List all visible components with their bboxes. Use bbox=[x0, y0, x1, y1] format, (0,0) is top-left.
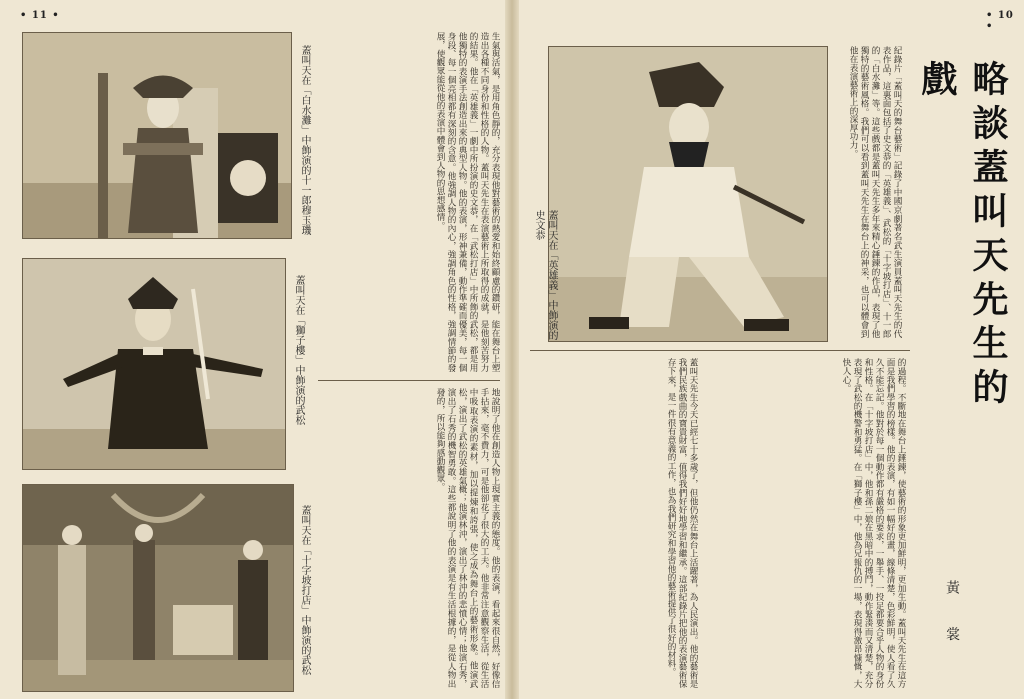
caption-lion-tower: 蓋叫天在「獅子樓」中飾演的武松 bbox=[293, 275, 304, 425]
right-intro-text: 紀錄片「蓋叫天的舞台藝術」記錄了中國京劇著名武生演員蓋叫天先生的代表作品，這裏面包括了史文恭的「英雄義」、武松的「十字坡打店」、十一郎的「白水灘」等。這些戲都是蓋叫天先生多年來精心錘鍊的作品，表現了他獨特的藝術風格。我們可以看到蓋叫天先生在舞台上的神采，也可以體會到他在表演藝術上的深厚功力。 bbox=[848, 46, 902, 338]
photo-cross-slope-inn bbox=[22, 484, 294, 692]
caption-hero-righteousness: 蓋叫天在「英雄義」中飾演的史文恭 bbox=[533, 210, 557, 340]
left-page-number: • 11 • bbox=[20, 10, 60, 21]
left-body-text-upper: 生氣與活氣，是用角色靜的，充分表現他對藝術的熱愛和始終顧慮的鑽研，能在舞台上塑造出各種不同身份和性格的人物。蓋叫天先生在表演藝術上所取得的成就，是他刻苦努力的結果。他在「英雄義」一劇中所扮演的史文恭，在「武松打店」中所飾的武松，都是用他獨特的表演手法創造出來的典型人物。他的表演，形神兼備，動作準確而優美，每一個身段、每一個亮相都有深刻的含意。他強調人物的內心，強調角色的性格，強調情節的發展，使觀眾能從他的表演中體會到人物的思想感情。 bbox=[435, 32, 500, 372]
left-body-text-lower: 地說明了他在創造人物上現實主義的態度。他的表演，看起來很自然，好像信手拈來，毫不費力，可是他卻花了很大的工夫。他非常注意觀察生活，從生活中吸取表演的素材，加以提煉和誇張，使之成為舞台上的藝術形象。他演武松，演出了武松的英雄氣概；他演林沖，演出了林沖的悲憤心情；他演石秀，演出了石秀的機智勇敢。這些都說明了他的表演是有生活根據的，是從人物出發的，所以能夠感動觀眾。 bbox=[435, 388, 500, 688]
right-column-rule bbox=[530, 350, 910, 351]
right-body-text: 的過程。不斷地在舞台上錘鍊，使藝術的形象更加鮮明，更加生動。蓋叫天先生在這方面是我們學習的榜樣。他的表演，有如一幅好的畫，線條清楚，色彩鮮明，使人看了久久不能忘記。他對於每一個動作都有嚴格的要求，一舉手、一投足都要合乎人物的身份和性格。在「十字坡打店」中，他和孫二娘在黑暗中的搏鬥，動作緊湊而又清楚，充分表現了武松的機警和勇猛。在「獅子樓」中，他為兄報仇的一場，表現得激昂慷慨，大快人心。 bbox=[841, 358, 906, 688]
photo-white-water-beach bbox=[22, 32, 292, 239]
photo-lion-tower bbox=[22, 258, 286, 470]
right-page-number: • 10 • bbox=[986, 10, 1014, 32]
caption-cross-slope-inn: 蓋叫天在「十字坡打店」中飾演的武松 bbox=[299, 505, 310, 675]
article-title: 略談蓋叫天先生的戲 bbox=[916, 60, 1009, 412]
page-gutter bbox=[505, 0, 519, 699]
photo-hero-righteousness bbox=[548, 46, 828, 342]
caption-white-water-beach: 蓋叫天在「白水灘」中飾演的十一郎穆玉璣 bbox=[299, 45, 310, 235]
right-body-text-continued: 蓋叫天先生今天已經七十多歲了，但他仍然在舞台上活躍著，為人民演出。他的藝術是我們民族戲曲的寶貴財富，值得我們好好地學習和繼承。這部紀錄片把他的表演藝術保存下來，是一件很有意義的工作，也為我們研究和學習他的藝術提供了很好的材料。 bbox=[666, 358, 698, 688]
column-rule bbox=[318, 380, 500, 381]
article-author: 黃 裳 bbox=[944, 580, 960, 655]
